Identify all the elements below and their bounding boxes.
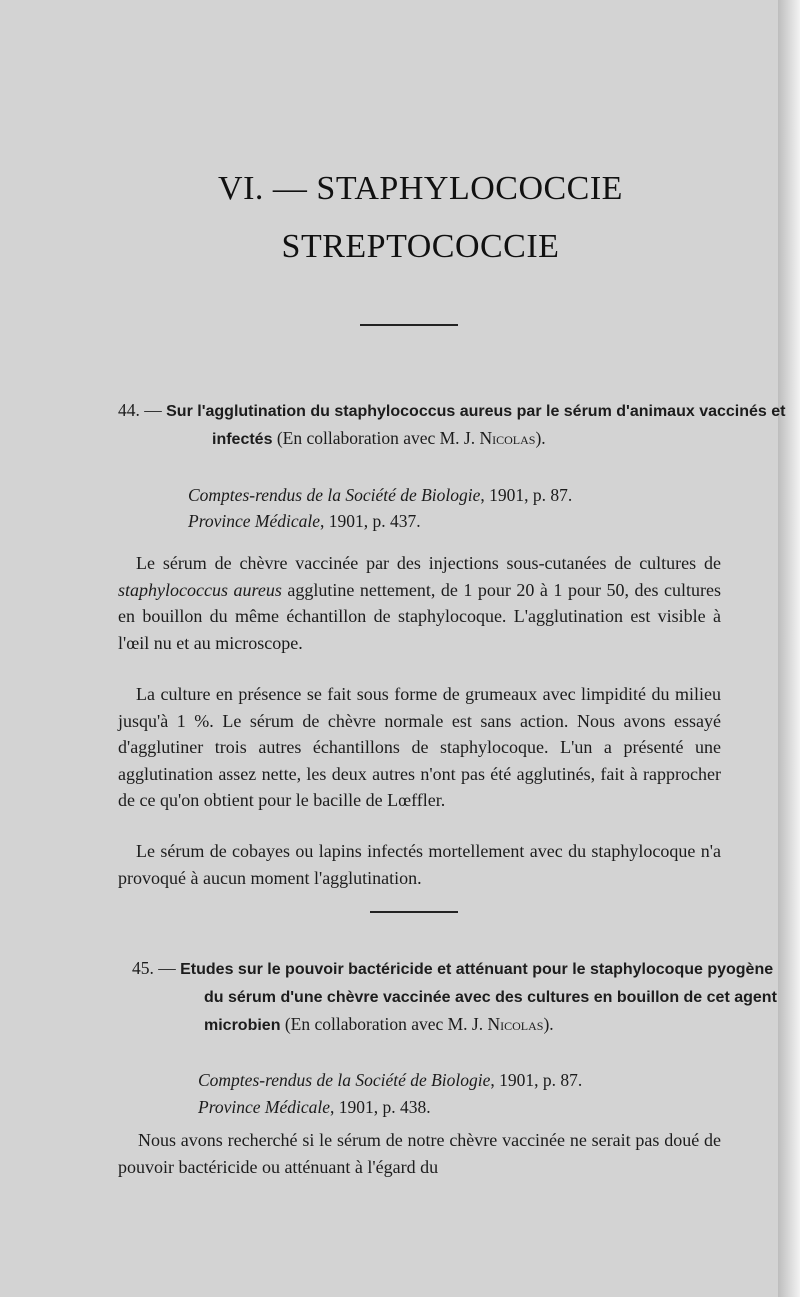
entry-number: 45. —	[132, 958, 176, 978]
collaboration-text: (En collaboration avec M. J.	[272, 428, 480, 448]
entry-title: Etudes sur le pouvoir bactéricide et atténuant pour le staphylocoque pyogène du sérum d'une chèvre vaccinée avec des cultures en bouillon de cet agent microbien	[180, 961, 777, 1034]
chapter-title-line1: VI. — STAPHYLOCOCCIE	[218, 170, 623, 207]
collaboration-close: ).	[535, 428, 546, 448]
entry-44-paragraph-1	[118, 550, 721, 656]
section-divider	[370, 911, 458, 913]
section-divider	[360, 324, 458, 326]
chapter-title-line2: STREPTOCOCCIE	[281, 228, 560, 265]
ref-details: , 1901, p. 87.	[480, 485, 573, 505]
entry-44-ref-2	[188, 508, 421, 535]
entry-45-ref-2	[198, 1094, 431, 1121]
entry-title: Sur l'agglutination du staphylococcus aureus par le sérum d'animaux vaccinés et infectés	[166, 403, 786, 448]
entry-45-heading	[132, 955, 795, 1039]
entry-44-paragraph-3: Le sérum de cobayes ou lapins infectés mortellement avec du staphylocoque n'a provoqué à aucun moment l'agglutination.	[118, 841, 721, 888]
ref-details: , 1901, p. 87.	[490, 1070, 583, 1090]
collaboration-close: ).	[543, 1014, 554, 1034]
entry-number: 44. —	[118, 400, 162, 420]
collaboration-text: (En collaboration avec M. J.	[280, 1014, 488, 1034]
collaborator-name: Nicolas	[487, 1014, 544, 1034]
species-name: staphylococcus aureus	[118, 579, 282, 600]
ref-journal: Province Médicale	[188, 511, 320, 531]
ref-journal: Comptes-rendus de la Société de Biologie	[188, 485, 481, 505]
entry-45-paragraph-1: Nous avons recherché si le sérum de notre chèvre vaccinée ne serait pas doué de pouvoir bactéricide ou atténuant à l'égard du	[118, 1130, 721, 1177]
entry-44-paragraph-2: La culture en présence se fait sous forme de grumeaux avec limpidité du milieu jusqu'à 1 %. Le sérum de chèvre normale est sans action. Nous avons essayé d'agglutiner trois autres échantillons de staphylocoque. L'un a présenté une agglutination assez nette, les deux autres n'ont pas été agglutinés, fait à rapprocher de ce qu'on obtient pour le bacille de Lœffler.	[118, 684, 721, 810]
entry-45-ref-1	[198, 1067, 582, 1094]
entry-44-ref-1	[188, 482, 572, 509]
ref-details: , 1901, p. 438.	[330, 1097, 431, 1117]
ref-journal: Province Médicale	[198, 1097, 330, 1117]
entry-44-heading	[118, 397, 789, 453]
paragraph-text: agglutine nettement, de 1 pour 20 à 1 pour 50, des cultures en bouillon du même échantillon de staphylocoque. L'agglutination est visible à l'œil nu et au microscope.	[118, 579, 721, 653]
paragraph-text: Le sérum de chèvre vaccinée par des injections sous-cutanées de cultures de	[136, 553, 721, 573]
page-edge-shadow	[778, 0, 800, 1297]
ref-details: , 1901, p. 437.	[320, 511, 421, 531]
collaborator-name: Nicolas	[479, 428, 536, 448]
ref-journal: Comptes-rendus de la Société de Biologie	[198, 1070, 491, 1090]
